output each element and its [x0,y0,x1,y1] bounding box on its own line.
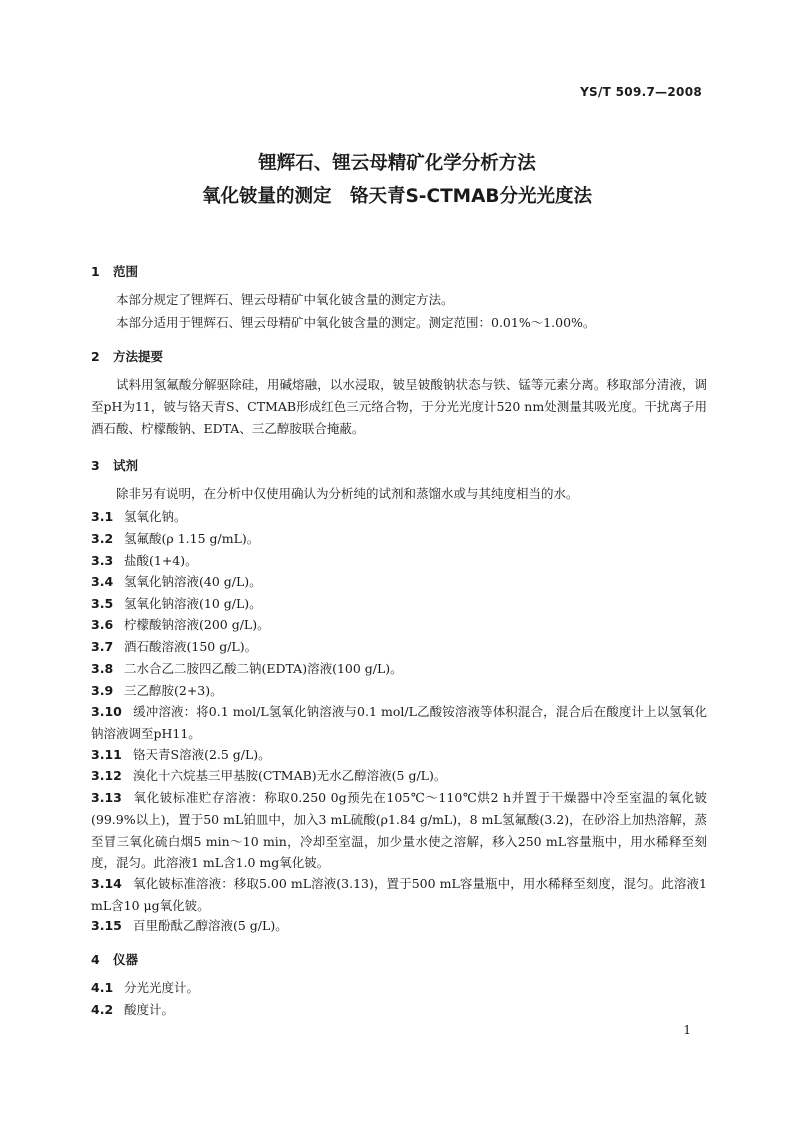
reagent-item [91,636,707,658]
reagent-item [91,593,707,615]
item-text: 氢氟酸(ρ 1.15 g/mL)。 [124,531,260,546]
item-number: 4.2 [91,1002,114,1017]
standard-code: YS/T 509.7—2008 [580,85,702,99]
section-title: 范围 [113,264,139,279]
reagent-item [91,528,707,550]
section-heading-reagents [91,456,138,474]
reagent-item [91,744,707,766]
item-number: 3.4 [91,574,114,589]
item-number: 3.11 [91,747,122,762]
item-number: 3.1 [91,509,114,524]
item-number: 3.15 [91,918,122,933]
reagent-item [91,787,707,874]
item-number: 3.6 [91,617,114,632]
section-title: 试剂 [113,458,139,473]
page-number: 1 [683,1023,691,1037]
item-number: 3.3 [91,553,114,568]
item-text: 氢氧化钠溶液(40 g/L)。 [124,574,262,589]
reagent-item [91,873,707,917]
reagent-item [91,550,707,572]
item-number: 3.7 [91,639,114,654]
section-number: 3 [91,458,100,473]
item-number: 3.13 [91,790,122,805]
section-title: 仪器 [113,952,139,967]
item-text: 氧化铍标准贮存溶液：称取0.250 0g预先在105℃～110℃烘2 h并置于干燥器中冷至室温的氧化铍(99.9%以上)，置于50 mL铂皿中，加入3 mL硫酸(ρ1.84 g/mL)，8 mL氢氟酸(3.2)，在砂浴上加热溶解，蒸至冒三氧化硫白烟5 min～10 min，冷却至室温，加少量水使之溶解，移入250 mL容量瓶中，用水稀释至刻度，混匀。此溶液1 mL含1.0 mg氧化铍。 [91,790,707,871]
item-text: 氧化铍标准溶液：移取5.00 mL溶液(3.13)，置于500 mL容量瓶中，用水稀释至刻度，混匀。此溶液1 mL含10 μg氧化铍。 [91,876,707,913]
section-heading-method-summary [91,347,163,365]
item-number: 3.10 [91,704,122,719]
scope-paragraph-1: 本部分规定了锂辉石、锂云母精矿中氧化铍含量的测定方法。 [116,292,454,307]
item-text: 百里酚酞乙醇溶液(5 g/L)。 [133,918,288,933]
reagent-item [91,701,707,745]
item-text: 柠檬酸钠溶液(200 g/L)。 [124,617,270,632]
reagents-intro: 除非另有说明，在分析中仅使用确认为分析纯的试剂和蒸馏水或与其纯度相当的水。 [116,486,579,501]
item-text: 铬天青S溶液(2.5 g/L)。 [133,747,271,762]
item-text: 二水合乙二胺四乙酸二钠(EDTA)溶液(100 g/L)。 [124,661,403,676]
instrument-item [91,977,707,999]
document-title-line2: 氧化铍量的测定 铬天青S-CTMAB分光光度法 [201,186,593,207]
document-title-line1: 锂辉石、锂云母精矿化学分析方法 [258,153,536,174]
item-number: 3.8 [91,661,114,676]
reagent-item [91,506,707,528]
reagent-item [91,765,707,787]
reagent-item [91,571,707,593]
method-summary-paragraph: 试料用氢氟酸分解驱除硅，用碱熔融，以水浸取，铍呈铍酸钠状态与铁、锰等元素分离。移取部分清液，调至pH为11，铍与铬天青S、CTMAB形成红色三元络合物，于分光光度计520 nm处测量其吸光度。干扰离子用酒石酸、柠檬酸钠、EDTA、三乙醇胺联合掩蔽。 [91,377,707,436]
section-number: 2 [91,349,100,364]
reagent-item [91,614,707,636]
section-heading-instruments [91,950,138,968]
item-text: 缓冲溶液：将0.1 mol/L氢氧化钠溶液与0.1 mol/L乙酸铵溶液等体积混合，混合后在酸度计上以氢氧化钠溶液调至pH11。 [91,704,707,741]
reagent-item [91,680,707,702]
item-text: 酸度计。 [124,1002,175,1017]
item-number: 3.9 [91,683,114,698]
section-number: 4 [91,952,100,967]
item-text: 溴化十六烷基三甲基胺(CTMAB)无水乙醇溶液(5 g/L)。 [133,768,447,783]
item-text: 氢氧化钠。 [124,509,187,524]
reagent-item [91,658,707,680]
item-number: 3.14 [91,876,122,891]
item-text: 氢氧化钠溶液(10 g/L)。 [124,596,262,611]
item-text: 酒石酸溶液(150 g/L)。 [124,639,258,654]
item-number: 3.2 [91,531,114,546]
section-heading-scope [91,262,138,280]
scope-paragraph-2: 本部分适用于锂辉石、锂云母精矿中氧化铍含量的测定。测定范围：0.01%～1.00%。 [116,315,596,330]
item-text: 盐酸(1+4)。 [124,553,198,568]
section-title: 方法提要 [113,349,164,364]
item-number: 4.1 [91,980,114,995]
reagent-item [91,915,707,937]
item-text: 分光光度计。 [124,980,200,995]
item-number: 3.5 [91,596,114,611]
section-number: 1 [91,264,100,279]
item-text: 三乙醇胺(2+3)。 [124,683,223,698]
item-number: 3.12 [91,768,122,783]
instrument-item [91,999,707,1021]
